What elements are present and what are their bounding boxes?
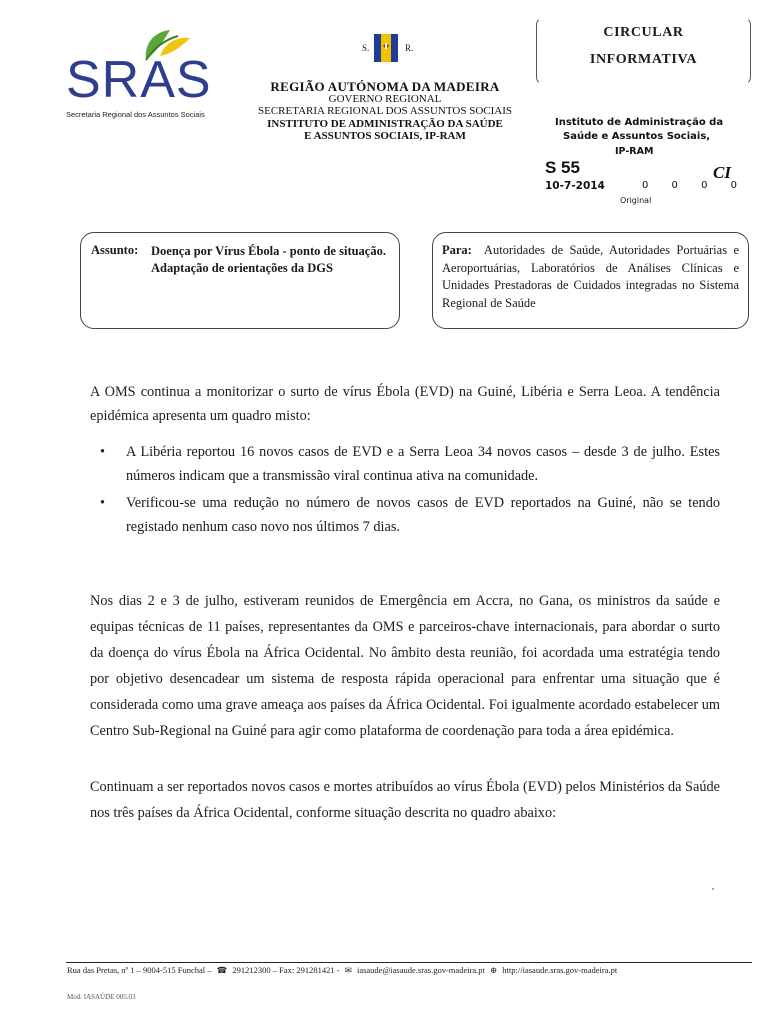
subject-text: Doença por Vírus Ébola - ponto de situação. Adaptação de orientações da DGS (151, 244, 386, 275)
madeira-flag-emblem-icon (374, 34, 398, 62)
globe-icon: ⊕ (490, 965, 498, 975)
header-region: REGIÃO AUTÓNOMA DA MADEIRA (270, 79, 500, 94)
logo-subtitle: Secretaria Regional dos Assuntos Sociais (66, 110, 205, 119)
stamp-institute-cont: Saúde e Assuntos Sociais, (563, 131, 711, 142)
stamp-ipram: IP-RAM (615, 146, 654, 157)
recipients-text: Autoridades de Saúde, Autoridades Portuárias e Aeroportuárias, Laboratórios de Análises Clínicas e Unidades Prestadoras de Cuidados integradas no Sistema Regional de Saúde (442, 243, 739, 310)
header-secretariat: SECRETARIA REGIONAL DOS ASSUNTOS SOCIAIS (258, 105, 512, 117)
footer-phone: 291212300 – Fax: 291281421 - (232, 965, 340, 975)
recipients-paragraph (442, 242, 739, 312)
bullet-text-1: A Libéria reportou 16 novos casos de EVD e a Serra Leoa 34 novos casos – desde 3 de julho. Estes números indicam que a transmissão viral continua ativa na comunidade. (126, 444, 720, 484)
footer-divider (66, 962, 752, 963)
stamp-type: CI (713, 163, 731, 182)
envelope-icon: ✉ (344, 965, 352, 975)
stamp-original: Original (620, 196, 652, 205)
bullet-icon: • (100, 495, 106, 511)
scan-speck (712, 888, 714, 890)
logo-wordmark: SRAS (66, 51, 212, 109)
footer-email[interactable]: iasaude@iasaude.sras.gov-madeira.pt (356, 965, 485, 975)
emblem-left-letter: S. (362, 43, 370, 53)
stamp-code: 0 0 0 0 (642, 180, 747, 191)
telephone-icon: ☎ (216, 965, 228, 975)
header-institute: INSTITUTO DE ADMINISTRAÇÃO DA SAÚDE (267, 118, 503, 130)
list-item (100, 492, 720, 539)
emblem-right-letter: R. (405, 43, 414, 53)
footer-address: Rua das Pretas, nº 1 – 9004-515 Funchal – (67, 965, 212, 975)
bullet-list (100, 441, 720, 543)
meeting-paragraph: Nos dias 2 e 3 de julho, estiveram reunidos de Emergência em Accra, no Gana, os ministros da saúde e equipas técnicas de 11 países, representantes da OMS e parceiros-chave internacionais, para abordar o surto da doença do vírus Ébola na África Ocidental. No âmbito desta reunião, foi acordada uma estratégia tendo por objetivo desencadear um sistema de resposta rápida operacional para enfrentar uma situação que é considerada como uma grave ameaça aos países da África Ocidental. Foi igualmente acordado estabelecer um Centro Sub-Regional na Guiné para agir como plataforma de coordenação para toda a área epidémica. (90, 593, 720, 739)
subject-label: Assunto: (91, 243, 139, 257)
header-institute-cont: E ASSUNTOS SOCIAIS, IP-RAM (304, 130, 466, 142)
footer-contact (67, 965, 620, 976)
cases-paragraph: Continuam a ser reportados novos casos e mortes atribuídos ao vírus Ébola (EVD) pelos Ministérios da Saúde nos três países da África Ocidental, conforme situação descrita no quadro abaixo: (90, 779, 720, 821)
sras-logo (66, 28, 212, 120)
stamp-date: 10-7-2014 (545, 180, 605, 192)
recipients-box (432, 232, 749, 329)
stamp-institute: Instituto de Administração da (555, 117, 724, 128)
list-item (100, 441, 720, 488)
recipients-label: Para: (442, 243, 472, 257)
bullet-icon: • (100, 444, 106, 460)
circular-subtitle: INFORMATIVA (589, 52, 698, 67)
stamp-number: S 55 (545, 158, 580, 177)
bullet-text-2: Verificou-se uma redução no número de novos casos de EVD reportados na Guiné, não se tendo registado nenhum caso novo nos últimos 7 dias. (126, 495, 720, 535)
circular-title: CIRCULAR (603, 25, 684, 40)
circular-box (536, 17, 751, 85)
model-reference: Mod. IASAÚDE 005.03 (67, 993, 136, 1001)
intro-paragraph: A OMS continua a monitorizar o surto de vírus Ébola (EVD) na Guiné, Libéria e Serra Leoa. A tendência epidémica apresenta um quadro misto: (90, 384, 720, 424)
footer-web[interactable]: http://iasaude.sras.gov-madeira.pt (502, 965, 618, 975)
header-government: GOVERNO REGIONAL (328, 93, 442, 105)
subject-box (80, 232, 400, 329)
